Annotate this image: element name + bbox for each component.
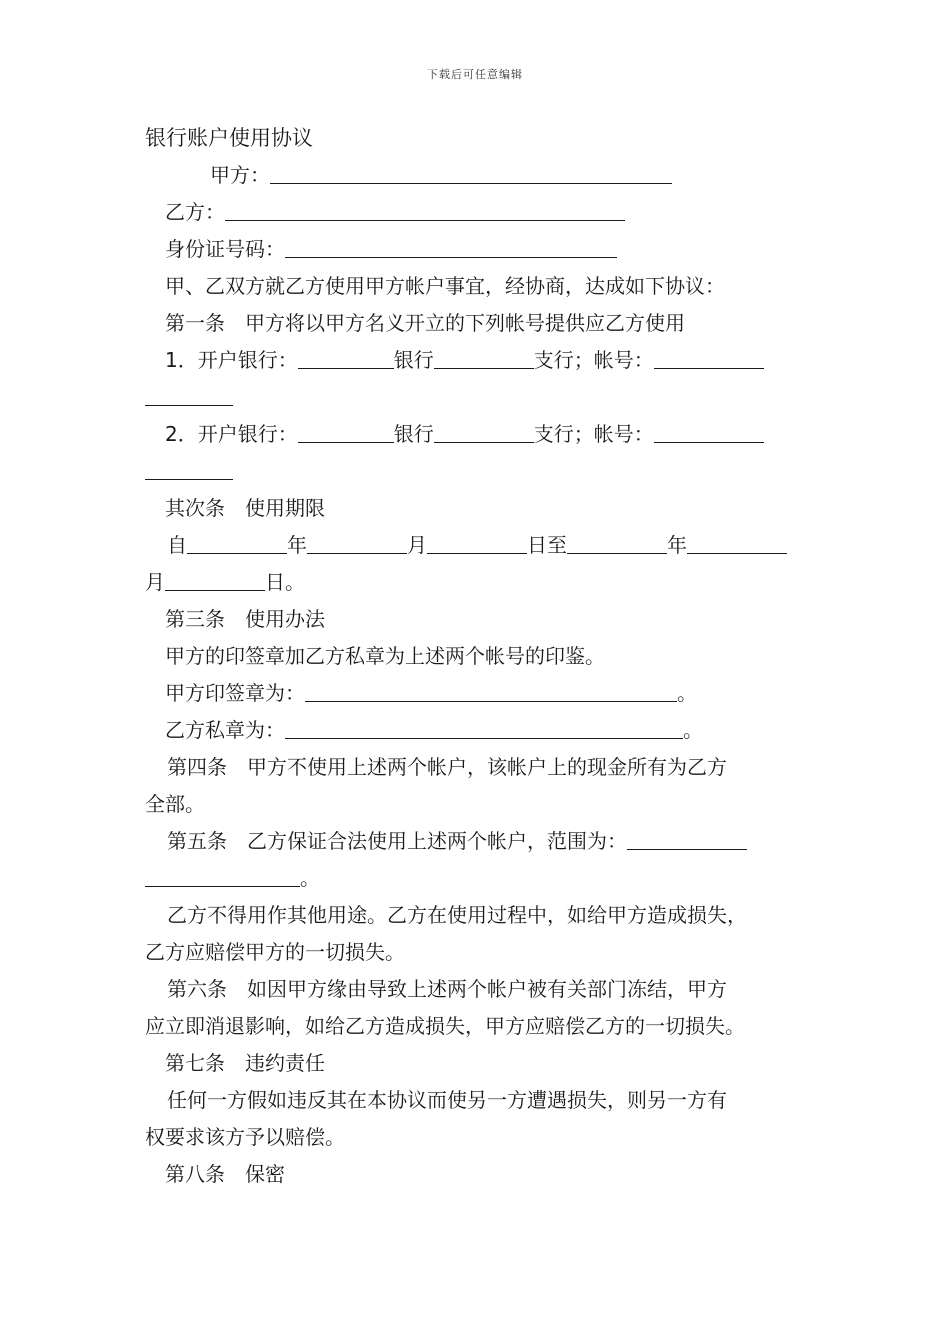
account-2-line (145, 416, 810, 453)
article-1-heading: 第一条 甲方将以甲方名义开立的下列帐号提供应乙方使用 (165, 311, 685, 335)
month-label: 月 (407, 533, 427, 557)
party-b-label: 乙方： (165, 200, 225, 224)
article-5-line-3: 乙方不得用作其他用途。乙方在使用过程中，如给甲方造成损失， (167, 903, 747, 927)
start-year-blank (187, 531, 287, 554)
article-7-line-1: 任何一方假如违反其在本协议而使另一方遭遇损失，则另一方有 (167, 1088, 727, 1112)
account-1-number-blank (654, 346, 764, 369)
article-6-line-2: 应立即消退影响，如给乙方造成损失，甲方应赔偿乙方的一切损失。 (145, 1014, 745, 1038)
id-number-blank (285, 235, 617, 258)
intro-line: 甲、乙双方就乙方使用甲方帐户事宜，经协商，达成如下协议： (165, 274, 725, 298)
month2-label: 月 (145, 570, 165, 594)
end-day-blank (165, 568, 265, 591)
account-2-branch-label: 支行；帐号： (533, 422, 654, 446)
article-3-heading: 第三条 使用办法 (165, 607, 325, 631)
day-end-label: 日。 (265, 570, 305, 594)
scope-blank-cont (145, 864, 300, 887)
account-2-bank-label: 银行 (393, 422, 434, 446)
seal-b-line (145, 712, 810, 749)
article-7-line-2: 权要求该方予以赔偿。 (145, 1125, 345, 1149)
id-number-line (145, 231, 810, 268)
account-1-number-blank-cont (145, 383, 233, 406)
party-a-label: 甲方： (210, 163, 270, 187)
end-year-blank (567, 531, 667, 554)
seal-a-line (145, 675, 810, 712)
period-continuation (145, 564, 810, 601)
account-2-continuation (145, 453, 810, 490)
document-title: 银行账户使用协议 (145, 126, 313, 150)
account-2-number-blank-cont (145, 457, 233, 480)
seal-b-period: 。 (683, 718, 703, 742)
scope-period: 。 (300, 866, 320, 890)
seal-a-blank (305, 679, 677, 702)
party-b-line (145, 194, 810, 231)
article-5-line-4: 乙方应赔偿甲方的一切损失。 (145, 940, 405, 964)
party-b-blank (225, 198, 625, 221)
account-2-prefix: 2．开户银行： (165, 422, 298, 446)
period-from-label: 自 (167, 533, 187, 557)
account-2-bank-blank (298, 420, 394, 443)
article-4-line-1: 第四条 甲方不使用上述两个帐户，该帐户上的现金所有为乙方 (167, 755, 727, 779)
agreement-body (145, 120, 810, 1193)
account-1-bank-label: 银行 (393, 348, 434, 372)
account-1-line (145, 342, 810, 379)
article-5-text: 第五条 乙方保证合法使用上述两个帐户，范围为： (167, 829, 627, 853)
party-a-line (145, 157, 810, 194)
seal-a-period: 。 (677, 681, 697, 705)
article-2-heading: 其次条 使用期限 (165, 496, 325, 520)
year2-label: 年 (667, 533, 687, 557)
article-4-line-2: 全部。 (145, 792, 205, 816)
account-2-branch-blank (434, 420, 534, 443)
start-day-blank (427, 531, 527, 554)
day-to-label: 日至 (527, 533, 567, 557)
article-5-line-2 (145, 860, 810, 897)
account-2-number-blank (654, 420, 764, 443)
start-month-blank (307, 531, 407, 554)
article-3-text: 甲方的印签章加乙方私章为上述两个帐号的印鉴。 (165, 644, 605, 668)
party-a-blank (270, 161, 672, 184)
period-line (145, 527, 810, 564)
end-month-blank (687, 531, 787, 554)
scope-blank (627, 827, 747, 850)
article-6-line-1: 第六条 如因甲方缘由导致上述两个帐户被有关部门冻结，甲方 (167, 977, 727, 1001)
page-header: 下载后可任意编辑 (427, 68, 523, 81)
seal-b-label: 乙方私章为： (165, 718, 285, 742)
article-5-line-1 (145, 823, 810, 860)
seal-a-label: 甲方印签章为： (165, 681, 305, 705)
id-number-label: 身份证号码： (165, 237, 285, 261)
article-8-heading: 第八条 保密 (165, 1162, 285, 1186)
article-7-heading: 第七条 违约责任 (165, 1051, 325, 1075)
account-1-prefix: 1．开户银行： (165, 348, 298, 372)
account-1-continuation (145, 379, 810, 416)
account-1-bank-blank (298, 346, 394, 369)
account-1-branch-label: 支行；帐号： (533, 348, 654, 372)
seal-b-blank (285, 716, 683, 739)
account-1-branch-blank (434, 346, 534, 369)
year-label: 年 (287, 533, 307, 557)
